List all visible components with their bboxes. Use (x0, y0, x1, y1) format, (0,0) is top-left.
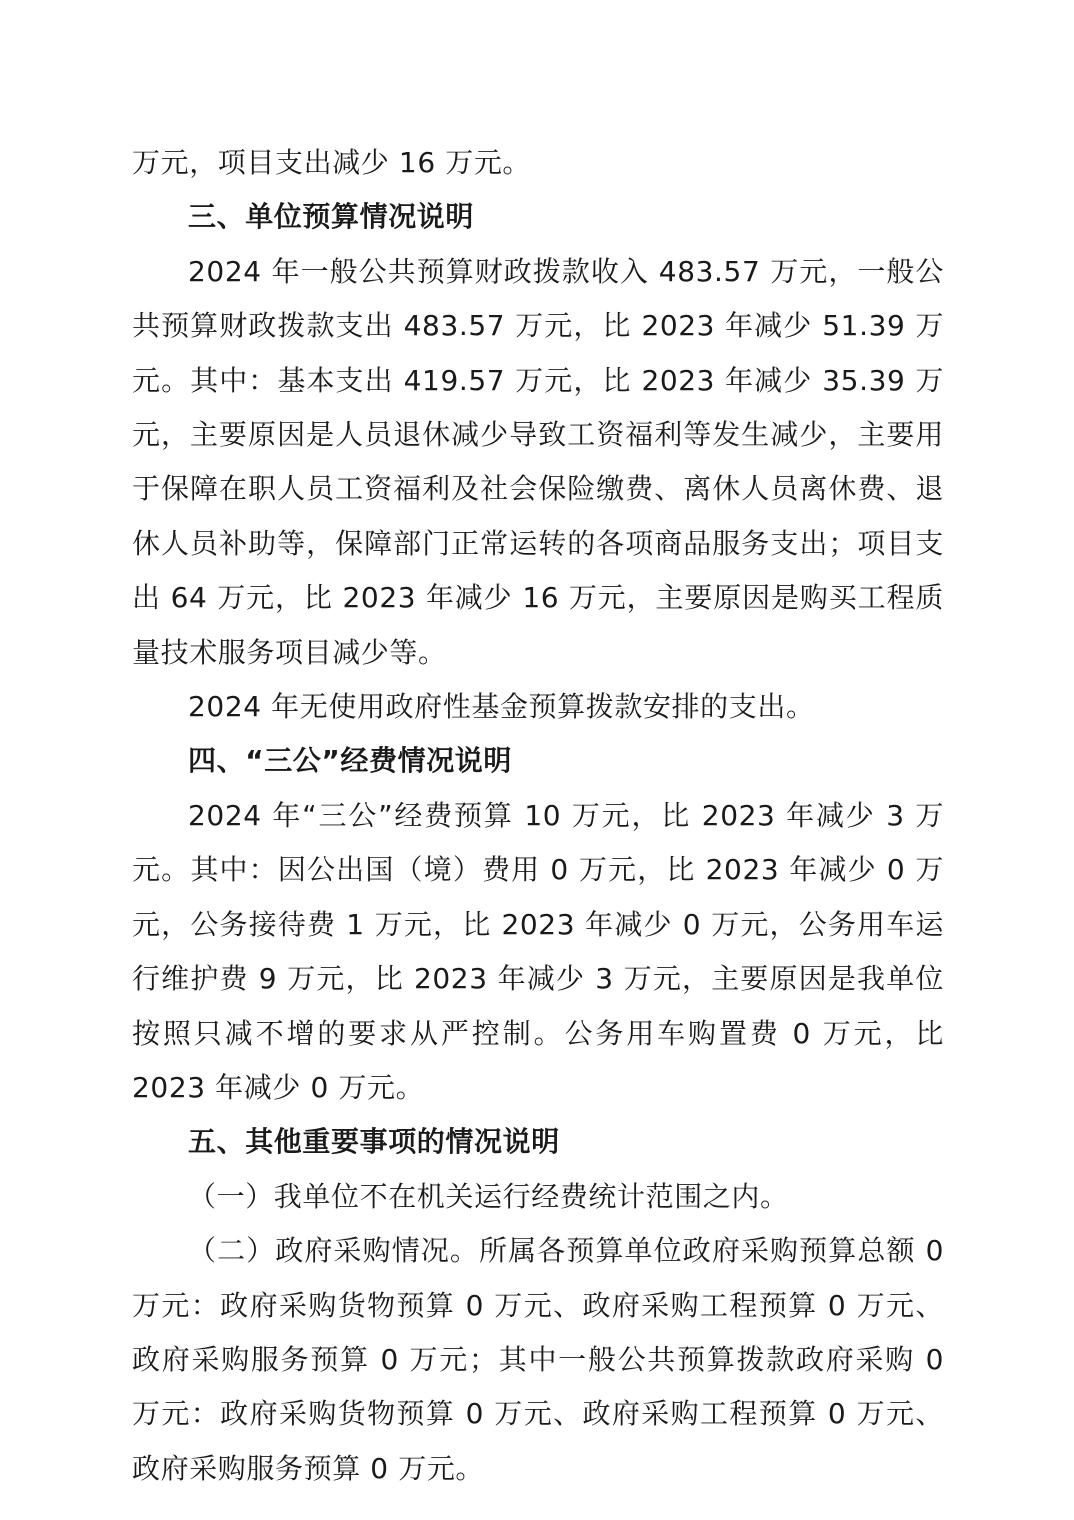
section-heading-unit-budget: 三、单位预算情况说明 (188, 200, 475, 234)
section-heading-other-matters: 五、其他重要事项的情况说明 (188, 1125, 560, 1159)
paragraph-operating-funds: （一）我单位不在机关运行经费统计范围之内。 (188, 1179, 789, 1213)
paragraph-three-public: 2024 年“三公”经费预算 10 万元，比 2023 年减少 3 万元。其中：因公出国（境）费用 0 万元，比 2023 年减少 0 万元，公务接待费 1 万元，比 2023 年减少 0 万元，公务用车运行维护费 9 万元，比 2023 年减少 3 万元，主要原因是我单位按照只减不增的要求从严控制。公务用车购置费 0 万元，比 2023 年减少 0 万元。 (132, 798, 944, 1104)
paragraph-government-fund: 2024 年无使用政府性基金预算拨款安排的支出。 (188, 690, 815, 724)
continuation-paragraph: 万元，项目支出减少 16 万元。 (132, 146, 532, 179)
document-body (132, 136, 944, 1496)
paragraph-general-budget: 2024 年一般公共预算财政拨款收入 483.57 万元，一般公共预算财政拨款支出 483.57 万元，比 2023 年减少 51.39 万元。其中：基本支出 419.57 万元，比 2023 年减少 35.39 万元，主要原因是人员退休减少导致工资福利等发生减少，主要用于保障在职人员工资福利及社会保险缴费、离休人员离休费、退休人员补助等，保障部门正常运转的各项商品服务支出；项目支出 64 万元，比 2023 年减少 16 万元，主要原因是购买工程质量技术服务项目减少等。 (132, 254, 944, 669)
section-heading-three-public: 四、“三公”经费情况说明 (188, 744, 513, 778)
paragraph-procurement: （二）政府采购情况。所属各预算单位政府采购预算总额 0 万元：政府采购货物预算 0 万元、政府采购工程预算 0 万元、政府采购服务预算 0 万元；其中一般公共预算拨款政府采购 0 万元：政府采购货物预算 0 万元、政府采购工程预算 0 万元、政府采购服务预算 0 万元。 (132, 1234, 944, 1485)
